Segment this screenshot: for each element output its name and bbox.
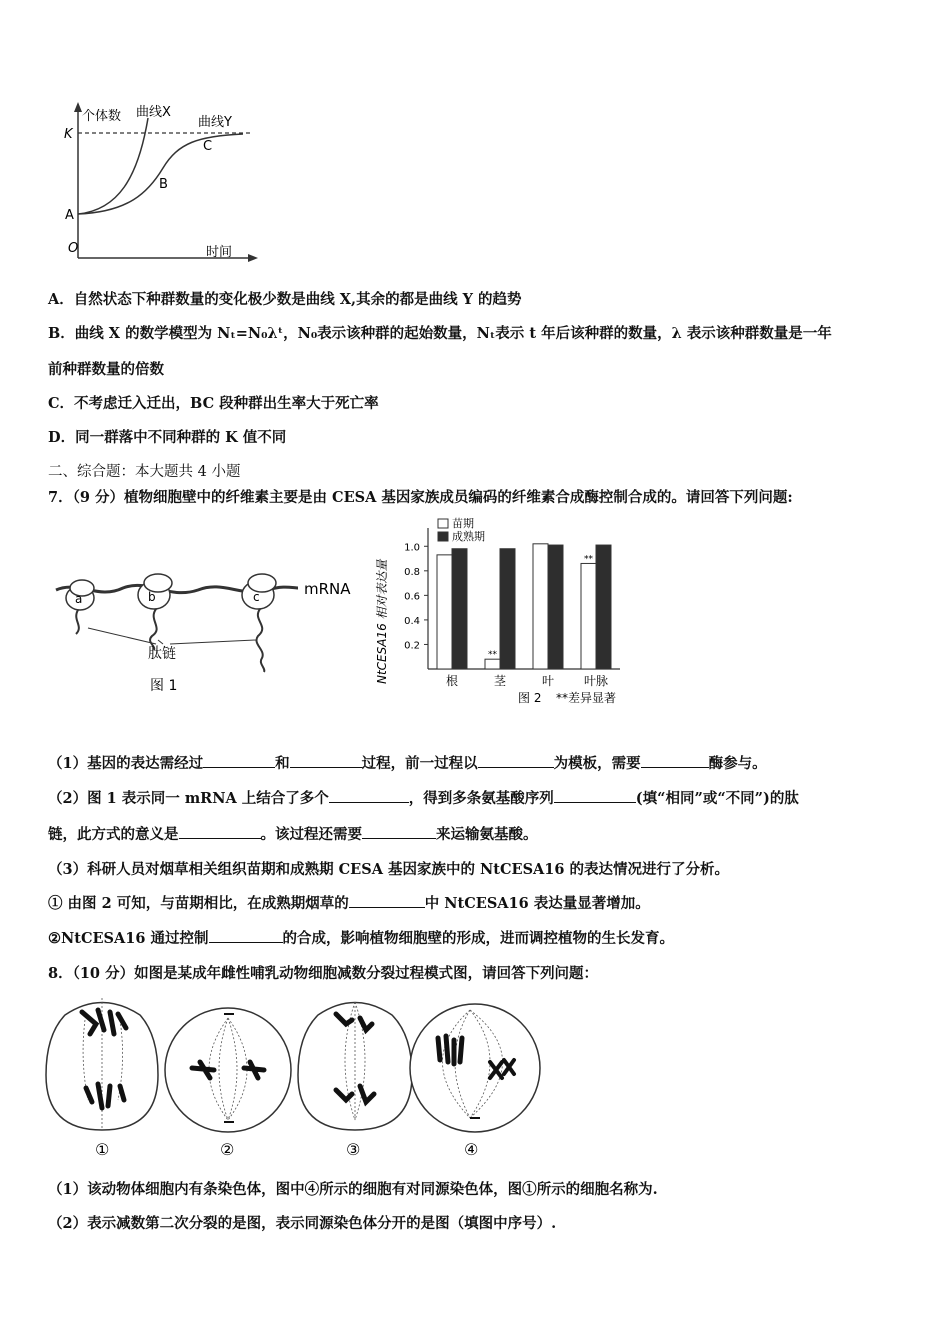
- cell-2-label: ②: [220, 1140, 235, 1159]
- x-axis-arrow-icon: [248, 254, 258, 262]
- y-axis-arrow-icon: [74, 102, 82, 112]
- q7-sub2-text-1: （2）图 1 表示同一 mRNA 上结合了多个: [48, 790, 329, 807]
- x-category-label: 叶脉: [583, 674, 609, 688]
- ribosome-c-label: c: [253, 590, 260, 604]
- q7-intro: 7．（9 分）植物细胞壁中的纤维素主要是由 CESA 基因家族成员编码的纤维素合成酶控制合成的。请回答下列问题:: [48, 489, 793, 506]
- population-curve-figure: [48, 98, 268, 268]
- cell-4-label: ④: [464, 1140, 479, 1159]
- cell-1: [46, 998, 158, 1159]
- k-label: K: [64, 127, 73, 142]
- curve-y-line: [78, 134, 243, 214]
- y-axis-label: 个体数: [82, 109, 122, 124]
- y-tick-label: 1.0: [404, 542, 420, 554]
- blank-field[interactable]: [290, 753, 362, 768]
- bar-seedling: [437, 555, 452, 669]
- q7-sub2-text-5: 。该过程还需要: [260, 826, 362, 843]
- x-axis-label: 时间: [206, 245, 233, 260]
- cell-3-label: ③: [346, 1140, 361, 1159]
- legend-label-seedling: 苗期: [452, 517, 474, 530]
- bar-mature: [500, 549, 515, 669]
- blank-field[interactable]: [554, 788, 636, 803]
- cell-4: [410, 1004, 540, 1159]
- x-category-label: 叶: [541, 674, 555, 688]
- meiosis-cells-figure: [40, 990, 560, 1160]
- significance-mark: **: [584, 554, 593, 565]
- point-b-label: B: [159, 177, 168, 192]
- blank-field[interactable]: [478, 753, 554, 768]
- chart-ylabel: NtCESA16 相对表达量: [375, 559, 389, 684]
- q8-sub1: （1）该动物体细胞内有条染色体，图中④所示的细胞有对同源染色体，图①所示的细胞名称为.: [48, 1181, 658, 1198]
- q7-sub1-text-1: （1）基因的表达需经过: [48, 755, 204, 772]
- polysome-figure: [48, 540, 368, 700]
- curve-x-label: 曲线X: [136, 105, 171, 120]
- cell-3: [298, 1002, 412, 1159]
- bar-mature: [548, 545, 563, 669]
- q7-sub2-line1: [48, 787, 799, 808]
- significance-mark: **: [488, 650, 497, 661]
- chart-note: **差异显著: [556, 691, 617, 705]
- ribosome-a-label: a: [75, 592, 83, 606]
- peptide-chain-a: [76, 610, 79, 634]
- q7-sub3-1-text-1: ① 由图 2 可知，与苗期相比，在成熟期烟草的: [48, 895, 349, 912]
- chart-marks: [404, 528, 620, 688]
- point-a-label: A: [65, 208, 74, 223]
- y-tick-label: 0.8: [404, 566, 420, 578]
- peptide-pointer-a: [88, 628, 156, 644]
- bar-seedling: [485, 659, 500, 669]
- peptide-pointer-c: [170, 640, 256, 644]
- blank-field[interactable]: [209, 928, 283, 943]
- blank-field[interactable]: [203, 753, 275, 768]
- peptide-pointer-b: [158, 640, 163, 644]
- ribosome-b-label: b: [148, 590, 156, 604]
- mrna-label: mRNA: [304, 580, 351, 598]
- ribosome-b: [138, 574, 172, 609]
- q7-sub2-text-6: 来运输氨基酸。: [436, 826, 538, 843]
- legend-swatch-mature: [438, 532, 448, 541]
- q7-sub1-text-5: 酶参与。: [708, 755, 767, 772]
- q7-sub3-1-text-2: 中 NtCESA16 表达量显著增加。: [424, 895, 650, 912]
- option-b-line2: 前种群数量的倍数: [48, 361, 164, 378]
- legend-label-mature: 成熟期: [452, 530, 485, 543]
- q7-sub2-text-2: ，得到多条氨基酸序列: [408, 790, 554, 807]
- option-b-line1: B．曲线 X 的数学模型为 Nₜ=N₀λᵗ，N₀表示该种群的起始数量，Nₜ表示 t 年后该种群的数量，λ 表示该种群数量是一年: [48, 325, 832, 342]
- q7-sub3-2: [48, 927, 674, 948]
- ribosome-a: [66, 580, 94, 610]
- blank-field[interactable]: [329, 788, 409, 803]
- blank-field[interactable]: [179, 824, 261, 839]
- option-c: C．不考虑迁入迁出，BC 段种群出生率大于死亡率: [48, 395, 379, 412]
- option-a: A．自然状态下种群数量的变化极少数是曲线 X,其余的都是曲线 Y 的趋势: [48, 291, 522, 308]
- q7-sub1: [48, 752, 767, 773]
- y-tick-label: 0.6: [404, 591, 420, 603]
- q8-sub2: （2）表示减数第二次分裂的是图，表示同源染色体分开的是图（填图中序号）.: [48, 1215, 557, 1232]
- ribosome-c: [242, 574, 276, 609]
- section-title: 二、综合题：本大题共 4 小题: [48, 464, 241, 480]
- x-category-label: 根: [445, 674, 459, 688]
- q7-sub2-line2: [48, 823, 538, 844]
- q8-intro: 8．（10 分）如图是某成年雌性哺乳动物细胞减数分裂过程模式图，请回答下列问题：: [48, 965, 599, 982]
- q7-sub2-text-3: (填“相同”或“不同”)的肽: [635, 790, 799, 807]
- fig1-caption: 图 1: [150, 678, 178, 694]
- q7-sub1-text-2: 和: [275, 755, 290, 772]
- q7-sub3: （3）科研人员对烟草相关组织苗期和成熟期 CESA 基因家族中的 NtCESA16 的表达情况进行了分析。: [48, 861, 730, 878]
- bar-seedling: [533, 544, 548, 669]
- curve-y-label: 曲线Y: [198, 115, 232, 130]
- q7-sub1-text-4: 为模板，需要: [553, 755, 641, 772]
- cell-1-label: ①: [95, 1140, 110, 1159]
- expression-bar-chart: [370, 512, 650, 712]
- blank-field[interactable]: [362, 824, 436, 839]
- option-d: D．同一群落中不同种群的 K 值不同: [48, 429, 287, 446]
- q7-sub3-1: [48, 892, 650, 913]
- q7-sub1-text-3: 过程，前一过程以: [361, 755, 478, 772]
- peptide-chain-c: [256, 609, 264, 672]
- peptide-label: 肽链: [148, 646, 176, 662]
- x-category-label: 茎: [493, 674, 507, 688]
- chart-caption: 图 2: [518, 691, 542, 705]
- origin-label: O: [68, 241, 79, 256]
- point-c-label: C: [203, 139, 213, 154]
- q7-sub3-2-text-1: ②NtCESA16 通过控制: [48, 930, 209, 947]
- bar-mature: [452, 549, 467, 669]
- bar-mature: [596, 545, 611, 669]
- y-tick-label: 0.2: [404, 640, 420, 652]
- bar-seedling: [581, 563, 596, 669]
- cell-2: [165, 1008, 291, 1159]
- legend-swatch-seedling: [438, 519, 448, 528]
- blank-field[interactable]: [349, 893, 425, 908]
- y-tick-label: 0.4: [404, 615, 420, 627]
- blank-field[interactable]: [641, 753, 709, 768]
- curve-x-line: [78, 118, 148, 214]
- q7-sub2-text-4: 链，此方式的意义是: [48, 826, 179, 843]
- q7-sub3-2-text-2: 的合成，影响植物细胞壁的形成，进而调控植物的生长发育。: [282, 930, 674, 947]
